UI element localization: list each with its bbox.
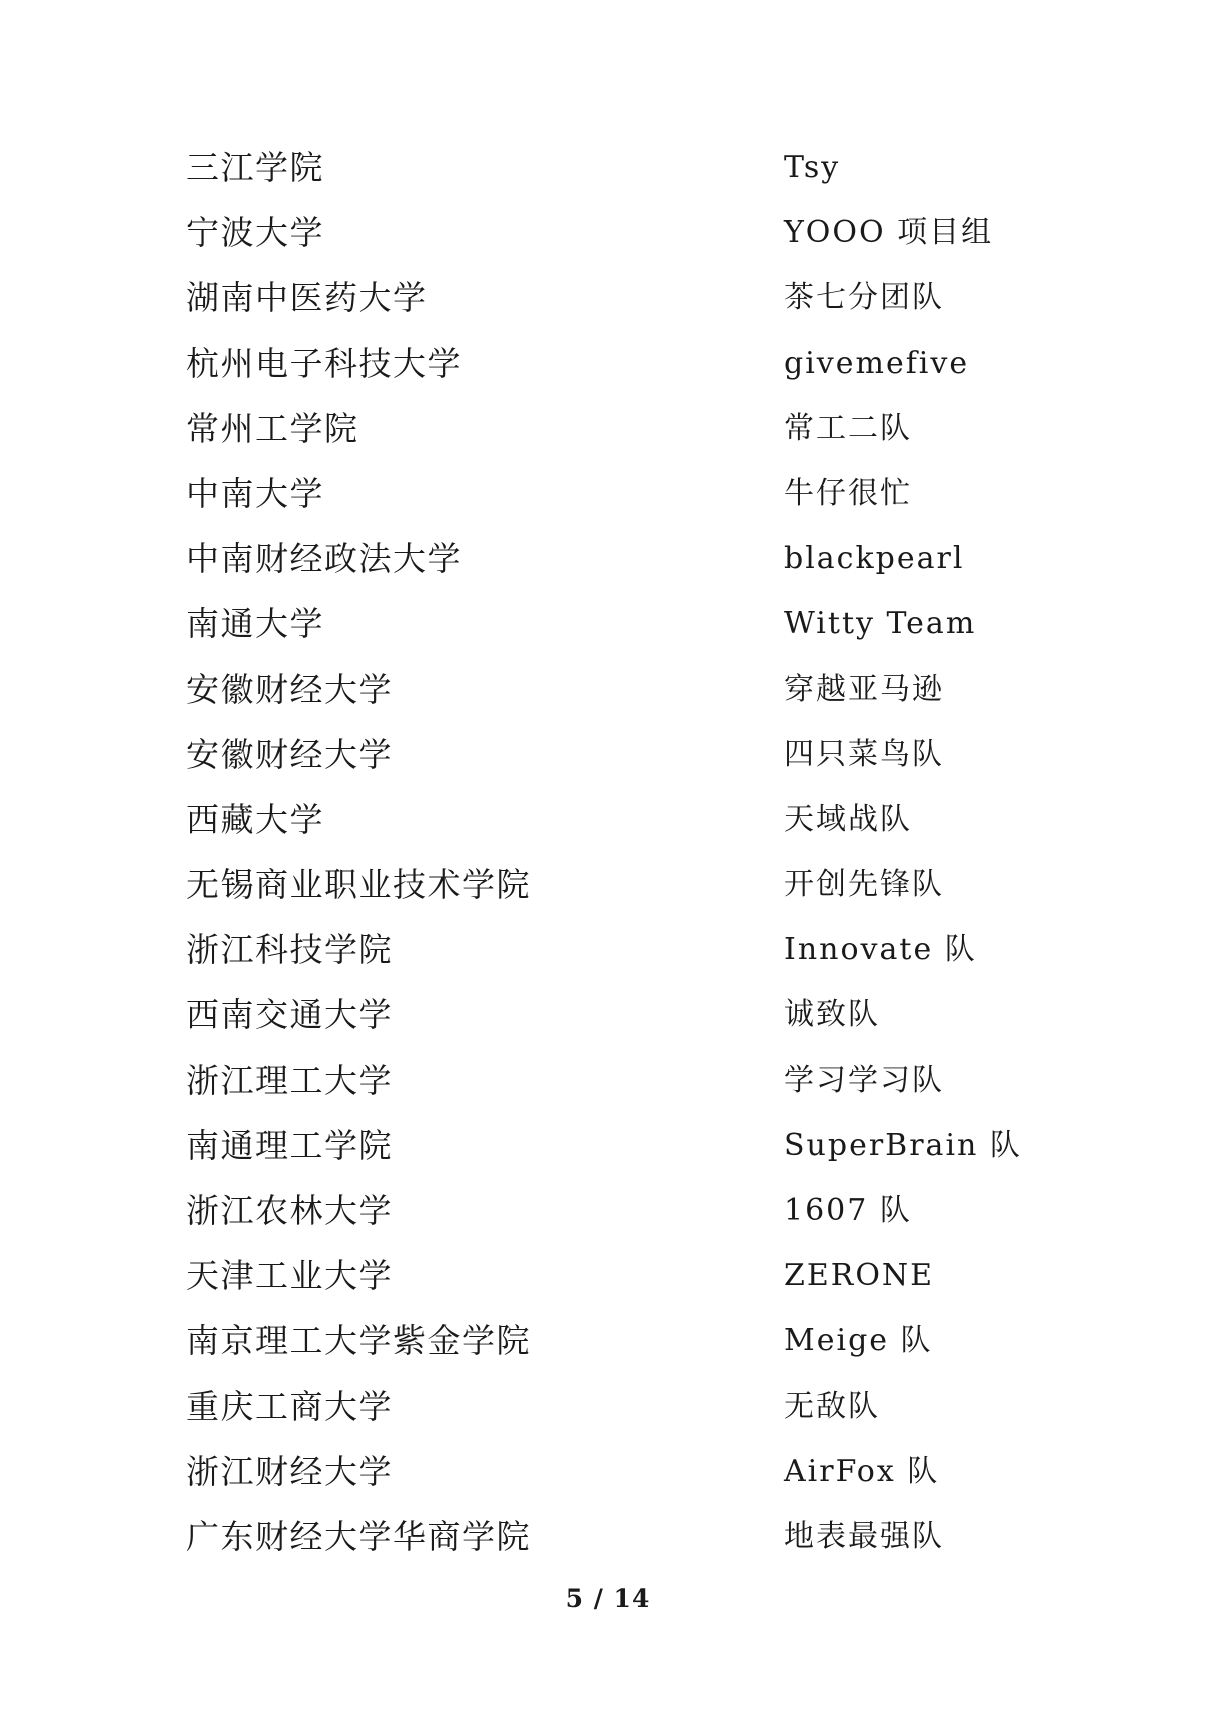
list-item bbox=[178, 1504, 1038, 1569]
school-name: 重庆工商大学 bbox=[186, 1386, 393, 1426]
school-name: 浙江财经大学 bbox=[186, 1451, 393, 1491]
team-name: 开创先锋队 bbox=[784, 867, 944, 903]
list-item bbox=[178, 657, 1038, 722]
school-name: 南京理工大学紫金学院 bbox=[186, 1321, 531, 1361]
team-list bbox=[178, 135, 1038, 1569]
list-item bbox=[178, 526, 1038, 591]
list-item bbox=[178, 1308, 1038, 1373]
team-name: ZERONE bbox=[784, 1258, 935, 1294]
list-item bbox=[178, 1113, 1038, 1178]
list-item bbox=[178, 917, 1038, 982]
team-name: YOOO 项目组 bbox=[784, 215, 994, 251]
list-item bbox=[178, 1048, 1038, 1113]
list-item bbox=[178, 982, 1038, 1047]
list-item bbox=[178, 265, 1038, 330]
team-name: 常工二队 bbox=[784, 410, 912, 446]
list-item bbox=[178, 591, 1038, 656]
school-name: 西南交通大学 bbox=[186, 995, 393, 1035]
list-item bbox=[178, 331, 1038, 396]
school-name: 西藏大学 bbox=[186, 799, 324, 839]
school-name: 南通理工学院 bbox=[186, 1125, 393, 1165]
team-name: 1607 队 bbox=[784, 1193, 912, 1228]
list-item bbox=[178, 396, 1038, 461]
school-name: 湖南中医药大学 bbox=[186, 278, 428, 318]
school-name: 广东财经大学华商学院 bbox=[186, 1516, 531, 1556]
list-item bbox=[178, 1439, 1038, 1504]
list-item bbox=[178, 1374, 1038, 1439]
list-item bbox=[178, 852, 1038, 917]
school-name: 浙江农林大学 bbox=[186, 1191, 393, 1230]
school-name: 中南财经政法大学 bbox=[186, 539, 462, 579]
team-name: SuperBrain 队 bbox=[784, 1127, 1022, 1163]
school-name: 天津工业大学 bbox=[186, 1256, 393, 1296]
team-name: givemefive bbox=[784, 345, 970, 381]
team-name: blackpearl bbox=[784, 541, 965, 577]
list-item bbox=[178, 200, 1038, 265]
page-number: 5 / 14 bbox=[565, 1584, 651, 1613]
team-name: 四只菜鸟队 bbox=[784, 736, 944, 772]
team-name: 茶七分团队 bbox=[784, 280, 944, 316]
school-name: 杭州电子科技大学 bbox=[186, 343, 462, 383]
list-item bbox=[178, 722, 1038, 787]
list-item bbox=[178, 461, 1038, 526]
team-name: 地表最强队 bbox=[784, 1518, 944, 1554]
school-name: 中南大学 bbox=[186, 473, 324, 513]
school-name: 安徽财经大学 bbox=[186, 734, 393, 774]
school-name: 南通大学 bbox=[186, 604, 324, 644]
list-item bbox=[178, 135, 1038, 200]
school-name: 安徽财经大学 bbox=[186, 669, 393, 709]
list-item bbox=[178, 787, 1038, 852]
team-name: Meige 队 bbox=[784, 1323, 933, 1359]
school-name: 宁波大学 bbox=[186, 213, 324, 253]
school-name: 浙江科技学院 bbox=[186, 930, 393, 970]
team-name: 学习学习队 bbox=[784, 1062, 944, 1098]
team-name: 天域战队 bbox=[784, 801, 912, 837]
team-name: 牛仔很忙 bbox=[784, 475, 912, 511]
school-name: 浙江理工大学 bbox=[186, 1060, 393, 1100]
team-name: AirFox 队 bbox=[784, 1453, 940, 1489]
school-name: 三江学院 bbox=[186, 148, 324, 187]
team-name: Tsy bbox=[784, 150, 841, 185]
school-name: 无锡商业职业技术学院 bbox=[186, 865, 531, 905]
team-name: Innovate 队 bbox=[784, 932, 977, 968]
team-name: 穿越亚马逊 bbox=[784, 671, 944, 707]
team-name: Witty Team bbox=[784, 606, 977, 642]
team-name: 诚致队 bbox=[784, 997, 880, 1033]
list-item bbox=[178, 1178, 1038, 1243]
list-item bbox=[178, 1243, 1038, 1308]
school-name: 常州工学院 bbox=[186, 408, 359, 448]
team-name: 无敌队 bbox=[784, 1388, 880, 1424]
